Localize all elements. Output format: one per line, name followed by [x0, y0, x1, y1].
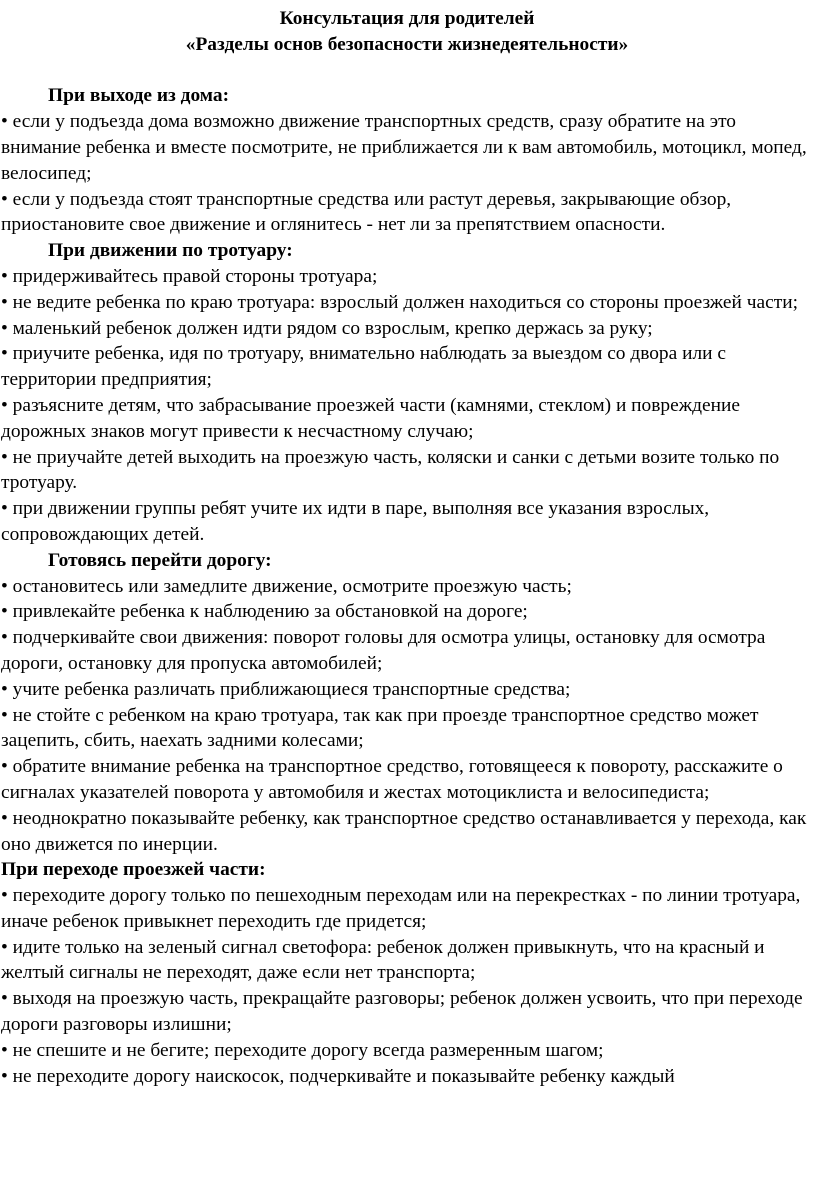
list-item: • не спешите и не бегите; переходите дорогу всегда размеренным шагом;: [1, 1039, 604, 1061]
list-item: • не приучайте детей выходить на проезжую часть, коляски и санки с детьми возите только по тротуару.: [1, 446, 780, 494]
list-item: • привлекайте ребенка к наблюдению за обстановкой на дороге;: [1, 601, 528, 623]
section-crossing-road: [1, 857, 813, 1089]
list-item: • обратите внимание ребенка на транспортное средство, готовящееся к повороту, расскажите о сигналах указателей поворота у автомобиля и жестах мотоциклиста и велосипедиста;: [1, 756, 783, 803]
list-item: • если у подъезда дома возможно движение транспортных средств, сразу обратите на это внимание ребенка и вместе посмотрите, не приближается ли к вам автомобиль, мотоцикл, мопед, велосипед;: [1, 111, 807, 184]
list-item: • придерживайтесь правой стороны тротуара;: [1, 265, 378, 287]
list-item: • остановитесь или замедлите движение, осмотрите проезжую часть;: [1, 575, 572, 597]
list-item: • разъясните детям, что забрасывание проезжей части (камнями, стеклом) и повреждение дорожных знаков могут привести к несчастному случаю;: [1, 394, 740, 442]
list-item: • не стойте с ребенком на краю тротуара, так как при проезде транспортное средство может зацепить, сбить, наехать задними колесами;: [1, 704, 759, 752]
section-preparing-to-cross: [1, 548, 813, 858]
list-item: • неоднократно показывайте ребенку, как транспортное средство останавливается у перехода, как оно движется по инерции.: [1, 807, 807, 855]
list-item: • не переходите дорогу наискосок, подчеркивайте и показывайте ребенку каждый: [1, 1065, 675, 1087]
document-title-line-1: Консультация для родителей: [279, 8, 535, 29]
section-heading: При переходе проезжей части:: [1, 859, 266, 881]
list-item: • приучите ребенка, идя по тротуару, внимательно наблюдать за выездом со двора или с территории предприятия;: [1, 343, 726, 391]
section-sidewalk: [1, 238, 813, 548]
list-item: • при движении группы ребят учите их идти в паре, выполняя все указания взрослых, сопровождающих детей.: [1, 498, 710, 545]
list-item: • учите ребенка различать приближающиеся транспортные средства;: [1, 678, 571, 700]
document-title-line-2: «Разделы основ безопасности жизнедеятельности»: [185, 33, 629, 55]
section-heading: Готовясь перейти дорогу:: [48, 549, 272, 571]
section-heading: При движении по тротуару:: [48, 240, 293, 262]
list-item: • переходите дорогу только по пешеходным переходам или на перекрестках - по линии тротуара, иначе ребенок привыкнет переходить где придется;: [1, 885, 801, 932]
list-item: • не ведите ребенка по краю тротуара: взрослый должен находиться со стороны проезжей части;: [1, 291, 798, 313]
list-item: • подчеркивайте свои движения: поворот головы для осмотра улицы, остановку для осмотра дороги, остановку для пропуска автомобилей;: [1, 627, 766, 674]
blank-line: [1, 58, 813, 84]
list-item: • идите только на зеленый сигнал светофора: ребенок должен привыкнуть, что на красный и желтый сигналы не переходят, даже если нет транспорта;: [1, 936, 765, 984]
list-item: • маленький ребенок должен идти рядом со взрослым, крепко держась за руку;: [1, 317, 653, 339]
list-item: • выходя на проезжую часть, прекращайте разговоры; ребенок должен усвоить, что при переходе дороги разговоры излишни;: [1, 988, 803, 1036]
section-leaving-home: [1, 83, 813, 238]
list-item: • если у подъезда стоят транспортные средства или растут деревья, закрывающие обзор, приостановите свое движение и оглянитесь - нет ли за препятствием опасности.: [1, 188, 732, 236]
section-heading: При выходе из дома:: [48, 85, 230, 107]
